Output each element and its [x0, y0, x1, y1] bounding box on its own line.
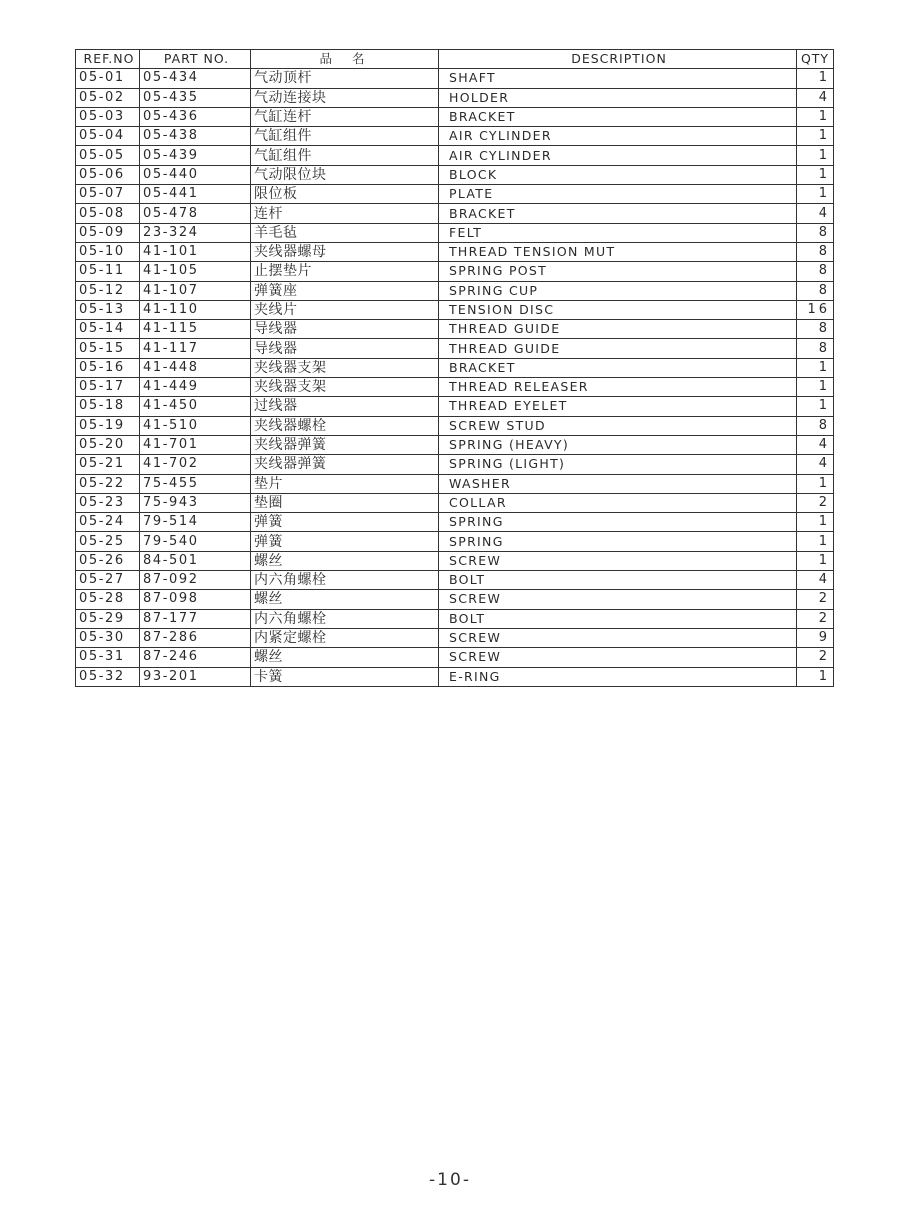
- cell-description: SCREW: [439, 648, 797, 667]
- cell-qty: 2: [797, 609, 834, 628]
- table-body: [76, 69, 834, 687]
- table-row: [76, 551, 834, 570]
- table-row: [76, 493, 834, 512]
- cell-part-no: 87-286: [140, 628, 251, 647]
- cell-ref-no: 05-03: [76, 107, 140, 126]
- cell-description: E-RING: [439, 667, 797, 686]
- header-part-no: PART NO.: [140, 50, 251, 69]
- table-row: [76, 378, 834, 397]
- cell-part-name: 内六角螺栓: [251, 571, 439, 590]
- cell-ref-no: 05-10: [76, 242, 140, 261]
- cell-part-name: 垫片: [251, 474, 439, 493]
- cell-ref-no: 05-22: [76, 474, 140, 493]
- table-row: [76, 88, 834, 107]
- cell-ref-no: 05-32: [76, 667, 140, 686]
- table-row: [76, 532, 834, 551]
- cell-description: SPRING POST: [439, 262, 797, 281]
- cell-ref-no: 05-30: [76, 628, 140, 647]
- cell-description: BRACKET: [439, 204, 797, 223]
- cell-part-name: 连杆: [251, 204, 439, 223]
- cell-description: SPRING: [439, 513, 797, 532]
- cell-ref-no: 05-02: [76, 88, 140, 107]
- table-row: [76, 223, 834, 242]
- cell-ref-no: 05-11: [76, 262, 140, 281]
- page-number: -10-: [429, 1170, 471, 1190]
- cell-part-name: 内六角螺栓: [251, 609, 439, 628]
- cell-part-name: 螺丝: [251, 551, 439, 570]
- cell-qty: 1: [797, 551, 834, 570]
- cell-description: SCREW STUD: [439, 416, 797, 435]
- cell-ref-no: 05-28: [76, 590, 140, 609]
- cell-qty: 1: [797, 127, 834, 146]
- table-row: [76, 609, 834, 628]
- cell-description: SCREW: [439, 551, 797, 570]
- cell-part-name: 气缸连杆: [251, 107, 439, 126]
- cell-qty: 4: [797, 435, 834, 454]
- table-row: [76, 435, 834, 454]
- cell-part-no: 23-324: [140, 223, 251, 242]
- table-row: [76, 397, 834, 416]
- header-qty: QTY: [797, 50, 834, 69]
- cell-ref-no: 05-07: [76, 185, 140, 204]
- cell-part-no: 05-439: [140, 146, 251, 165]
- cell-description: THREAD EYELET: [439, 397, 797, 416]
- cell-part-no: 79-514: [140, 513, 251, 532]
- cell-description: BRACKET: [439, 358, 797, 377]
- cell-ref-no: 05-17: [76, 378, 140, 397]
- table-row: [76, 358, 834, 377]
- cell-part-name: 夹线器支架: [251, 358, 439, 377]
- cell-part-name: 导线器: [251, 320, 439, 339]
- table-row: [76, 455, 834, 474]
- cell-description: THREAD RELEASER: [439, 378, 797, 397]
- cell-part-no: 87-098: [140, 590, 251, 609]
- cell-part-no: 41-449: [140, 378, 251, 397]
- cell-qty: 1: [797, 146, 834, 165]
- cell-ref-no: 05-16: [76, 358, 140, 377]
- cell-description: COLLAR: [439, 493, 797, 512]
- cell-part-no: 41-702: [140, 455, 251, 474]
- cell-description: SCREW: [439, 628, 797, 647]
- cell-description: PLATE: [439, 185, 797, 204]
- table-row: [76, 320, 834, 339]
- cell-qty: 2: [797, 648, 834, 667]
- cell-qty: 2: [797, 590, 834, 609]
- table-row: [76, 262, 834, 281]
- cell-qty: 1: [797, 397, 834, 416]
- cell-qty: 8: [797, 281, 834, 300]
- cell-qty: 9: [797, 628, 834, 647]
- cell-qty: 1: [797, 69, 834, 88]
- table-row: [76, 571, 834, 590]
- cell-part-no: 75-455: [140, 474, 251, 493]
- cell-description: SPRING (LIGHT): [439, 455, 797, 474]
- cell-part-name: 夹线片: [251, 300, 439, 319]
- cell-part-no: 05-440: [140, 165, 251, 184]
- cell-description: HOLDER: [439, 88, 797, 107]
- cell-part-no: 41-510: [140, 416, 251, 435]
- cell-part-no: 87-092: [140, 571, 251, 590]
- table-row: [76, 242, 834, 261]
- header-description: DESCRIPTION: [439, 50, 797, 69]
- cell-ref-no: 05-23: [76, 493, 140, 512]
- cell-qty: 1: [797, 358, 834, 377]
- cell-qty: 1: [797, 513, 834, 532]
- cell-qty: 8: [797, 223, 834, 242]
- cell-qty: 1: [797, 107, 834, 126]
- cell-part-no: 41-107: [140, 281, 251, 300]
- cell-ref-no: 05-08: [76, 204, 140, 223]
- cell-qty: 8: [797, 262, 834, 281]
- cell-qty: 1: [797, 532, 834, 551]
- cell-ref-no: 05-20: [76, 435, 140, 454]
- cell-description: WASHER: [439, 474, 797, 493]
- cell-qty: 4: [797, 204, 834, 223]
- cell-part-name: 气动限位块: [251, 165, 439, 184]
- cell-ref-no: 05-25: [76, 532, 140, 551]
- cell-part-name: 过线器: [251, 397, 439, 416]
- table-row: [76, 474, 834, 493]
- cell-part-name: 弹簧座: [251, 281, 439, 300]
- cell-description: THREAD GUIDE: [439, 339, 797, 358]
- cell-part-name: 夹线器弹簧: [251, 455, 439, 474]
- cell-qty: 4: [797, 455, 834, 474]
- cell-qty: 8: [797, 242, 834, 261]
- cell-part-no: 41-101: [140, 242, 251, 261]
- cell-qty: 1: [797, 165, 834, 184]
- cell-part-name: 气缸组件: [251, 146, 439, 165]
- cell-part-no: 84-501: [140, 551, 251, 570]
- cell-description: BRACKET: [439, 107, 797, 126]
- cell-part-no: 87-177: [140, 609, 251, 628]
- cell-ref-no: 05-12: [76, 281, 140, 300]
- cell-part-no: 41-110: [140, 300, 251, 319]
- cell-part-name: 垫圈: [251, 493, 439, 512]
- cell-part-no: 05-441: [140, 185, 251, 204]
- cell-part-no: 75-943: [140, 493, 251, 512]
- cell-ref-no: 05-05: [76, 146, 140, 165]
- cell-part-no: 41-105: [140, 262, 251, 281]
- cell-part-name: 内紧定螺栓: [251, 628, 439, 647]
- cell-part-name: 气动连接块: [251, 88, 439, 107]
- cell-part-name: 气缸组件: [251, 127, 439, 146]
- cell-part-name: 螺丝: [251, 648, 439, 667]
- cell-description: THREAD TENSION MUT: [439, 242, 797, 261]
- cell-description: AIR CYLINDER: [439, 146, 797, 165]
- parts-list-table: [75, 49, 834, 687]
- table-row: [76, 628, 834, 647]
- cell-ref-no: 05-29: [76, 609, 140, 628]
- table-row: [76, 127, 834, 146]
- table-row: [76, 416, 834, 435]
- cell-part-no: 41-115: [140, 320, 251, 339]
- cell-ref-no: 05-15: [76, 339, 140, 358]
- cell-ref-no: 05-14: [76, 320, 140, 339]
- table-row: [76, 513, 834, 532]
- cell-part-name: 导线器: [251, 339, 439, 358]
- cell-qty: 16: [797, 300, 834, 319]
- cell-qty: 8: [797, 416, 834, 435]
- cell-description: FELT: [439, 223, 797, 242]
- table-row: [76, 648, 834, 667]
- cell-ref-no: 05-27: [76, 571, 140, 590]
- cell-ref-no: 05-19: [76, 416, 140, 435]
- cell-part-name: 夹线器螺母: [251, 242, 439, 261]
- cell-part-no: 41-117: [140, 339, 251, 358]
- cell-qty: 1: [797, 667, 834, 686]
- cell-part-no: 79-540: [140, 532, 251, 551]
- cell-part-name: 夹线器弹簧: [251, 435, 439, 454]
- cell-description: TENSION DISC: [439, 300, 797, 319]
- cell-part-no: 41-450: [140, 397, 251, 416]
- cell-qty: 2: [797, 493, 834, 512]
- cell-part-no: 05-436: [140, 107, 251, 126]
- cell-description: AIR CYLINDER: [439, 127, 797, 146]
- table-header-row: [76, 50, 834, 69]
- cell-part-no: 05-435: [140, 88, 251, 107]
- cell-description: SHAFT: [439, 69, 797, 88]
- table-row: [76, 185, 834, 204]
- cell-part-no: 41-701: [140, 435, 251, 454]
- cell-part-no: 93-201: [140, 667, 251, 686]
- cell-part-name: 夹线器支架: [251, 378, 439, 397]
- cell-ref-no: 05-18: [76, 397, 140, 416]
- cell-ref-no: 05-09: [76, 223, 140, 242]
- cell-description: BOLT: [439, 571, 797, 590]
- cell-part-name: 弹簧: [251, 513, 439, 532]
- cell-qty: 1: [797, 185, 834, 204]
- cell-ref-no: 05-21: [76, 455, 140, 474]
- cell-part-no: 41-448: [140, 358, 251, 377]
- table-row: [76, 667, 834, 686]
- cell-ref-no: 05-04: [76, 127, 140, 146]
- table-row: [76, 339, 834, 358]
- cell-part-name: 夹线器螺栓: [251, 416, 439, 435]
- cell-qty: 4: [797, 571, 834, 590]
- table-row: [76, 281, 834, 300]
- cell-part-name: 弹簧: [251, 532, 439, 551]
- cell-ref-no: 05-06: [76, 165, 140, 184]
- cell-description: BLOCK: [439, 165, 797, 184]
- table-row: [76, 590, 834, 609]
- cell-part-no: 87-246: [140, 648, 251, 667]
- cell-qty: 1: [797, 474, 834, 493]
- cell-ref-no: 05-13: [76, 300, 140, 319]
- cell-part-no: 05-434: [140, 69, 251, 88]
- cell-qty: 4: [797, 88, 834, 107]
- cell-description: SPRING: [439, 532, 797, 551]
- cell-part-name: 气动顶杆: [251, 69, 439, 88]
- cell-qty: 1: [797, 378, 834, 397]
- table-row: [76, 69, 834, 88]
- cell-ref-no: 05-31: [76, 648, 140, 667]
- cell-description: THREAD GUIDE: [439, 320, 797, 339]
- table-row: [76, 300, 834, 319]
- table-row: [76, 204, 834, 223]
- cell-part-name: 螺丝: [251, 590, 439, 609]
- cell-ref-no: 05-01: [76, 69, 140, 88]
- header-part-name: 品 名: [251, 50, 439, 69]
- cell-description: SPRING CUP: [439, 281, 797, 300]
- header-ref-no: REF.NO: [76, 50, 140, 69]
- cell-description: SPRING (HEAVY): [439, 435, 797, 454]
- cell-ref-no: 05-26: [76, 551, 140, 570]
- cell-qty: 8: [797, 320, 834, 339]
- cell-part-name: 限位板: [251, 185, 439, 204]
- cell-part-no: 05-478: [140, 204, 251, 223]
- cell-description: SCREW: [439, 590, 797, 609]
- table-row: [76, 146, 834, 165]
- cell-qty: 8: [797, 339, 834, 358]
- table-row: [76, 165, 834, 184]
- cell-part-name: 羊毛毡: [251, 223, 439, 242]
- cell-part-no: 05-438: [140, 127, 251, 146]
- cell-ref-no: 05-24: [76, 513, 140, 532]
- table-row: [76, 107, 834, 126]
- cell-description: BOLT: [439, 609, 797, 628]
- cell-part-name: 止摆垫片: [251, 262, 439, 281]
- cell-part-name: 卡簧: [251, 667, 439, 686]
